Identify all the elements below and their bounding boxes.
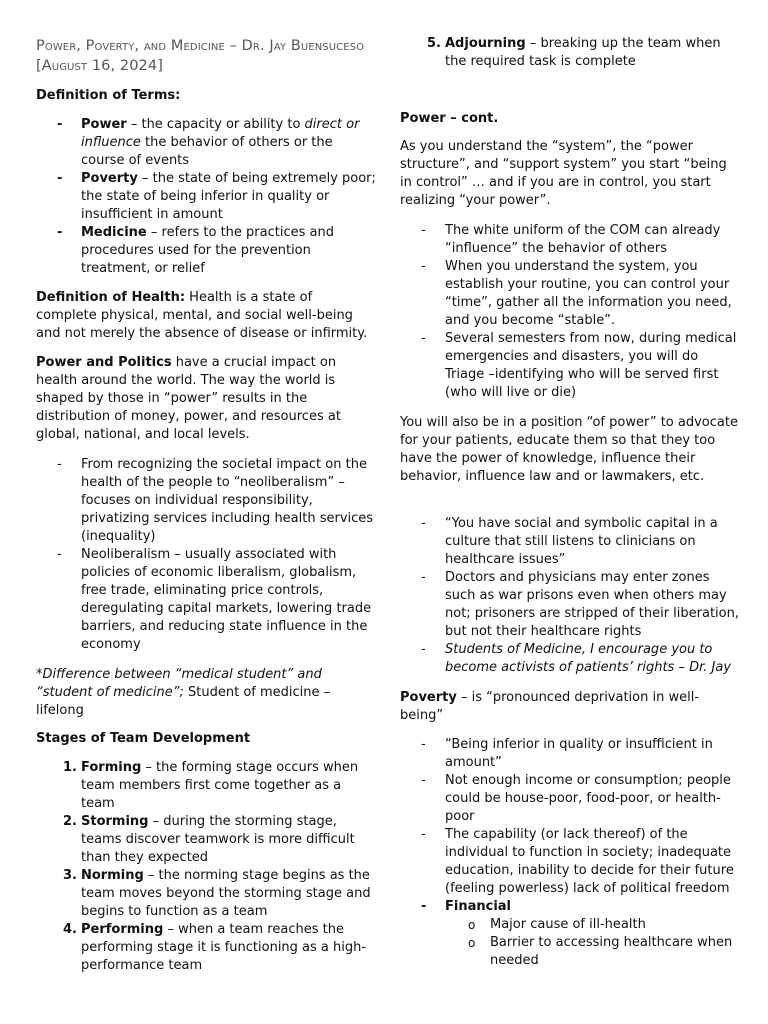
list-item <box>36 170 376 224</box>
bullet: - <box>57 225 63 240</box>
list-item <box>400 826 740 898</box>
bullet-text: Neoliberalism – usually associated with policies of economic liberalism, globalism, free trade, eliminating price controls, deregulating capital markets, lowering trade barriers, and reducing state influence in the economy <box>81 547 372 652</box>
list-item <box>36 116 376 170</box>
definition-of-terms-heading: Definition of Terms: <box>36 88 181 103</box>
bullet: - <box>421 570 426 585</box>
politics-label: Power and Politics <box>36 355 172 370</box>
power-and-politics <box>36 354 376 444</box>
bullet-text: “Being inferior in quality or insufficient in amount” <box>445 737 713 770</box>
term-emphasis: direct or influence <box>81 117 360 150</box>
politics-text: have a crucial impact on health around the world. The way the world is shaped by those in “power” results in the distribution of money, power, and resources at global, national, and local levels. <box>36 355 341 442</box>
list-item <box>400 258 740 330</box>
stage-term: Performing <box>81 922 164 937</box>
list-item <box>400 515 740 569</box>
stage-term: Storming <box>81 814 149 829</box>
bullet-text: When you understand the system, you establish your routine, you can control your “time”, gather all the information you need, and you become “stable”. <box>445 259 732 328</box>
stage-text: – when a team reaches the performing stage it is functioning as a high-performance team <box>81 922 367 973</box>
advocate-paragraph: You will also be in a position “of power” to advocate for your patients, educate them so that they too have the power of knowledge, influence their behavior, influence law and or lawmakers, etc. <box>400 415 738 484</box>
stages-list <box>36 759 376 975</box>
bullet-text: Several semesters from now, during medical emergencies and disasters, you will do Triage –identifying who will be served first (who will live or die) <box>445 331 737 400</box>
list-number: 4. <box>63 922 77 937</box>
power-cont-heading: Power – cont. <box>400 111 499 126</box>
bullet: - <box>421 516 426 531</box>
list-number: 1. <box>63 760 77 775</box>
term-poverty: Poverty <box>81 171 138 186</box>
poverty-label: Poverty <box>400 690 457 705</box>
stage-term: Adjourning <box>445 36 526 51</box>
list-item <box>36 224 376 278</box>
note-text: Student of medicine – lifelong <box>36 685 331 718</box>
list-item <box>400 222 740 258</box>
health-label: Definition of Health: <box>36 290 186 305</box>
bullet-text: The capability (or lack thereof) of the individual to function in society; inadequate education, inability to decide for their future (feeling powerless) lack of political freedom <box>445 827 734 896</box>
term-text: the behavior of others or the course of events <box>81 135 333 168</box>
power-cont-intro: As you understand the “system”, the “power structure”, and “support system” you start “being in control” … and if you are in control, you start realizing “your power”. <box>400 139 727 208</box>
circle-bullet-icon: o <box>468 936 476 950</box>
sub-bullet-text: Major cause of ill-health <box>490 917 646 932</box>
list-item <box>400 772 740 826</box>
financial-label: Financial <box>445 899 512 914</box>
list-number: 2. <box>63 814 77 829</box>
list-number: 3. <box>63 868 77 883</box>
student-of-medicine-note <box>36 666 376 720</box>
list-number: 5. <box>427 36 441 51</box>
sub-list-item <box>400 934 740 970</box>
bullet-text: From recognizing the societal impact on the health of the people to “neoliberalism” – focuses on individual responsibility, privatizing services including health services (inequality) <box>81 457 374 544</box>
list-item <box>36 813 376 867</box>
bullet: - <box>421 773 426 788</box>
list-item <box>36 546 376 654</box>
list-item <box>400 35 740 71</box>
list-item <box>400 641 740 677</box>
definition-of-health <box>36 289 376 343</box>
bullet: - <box>57 547 62 562</box>
bullet: - <box>421 642 426 657</box>
stage-text: – during the storming stage, teams discover teamwork is more difficult than they expected <box>81 814 355 865</box>
list-item <box>36 921 376 975</box>
list-item <box>400 898 740 916</box>
politics-bullets <box>36 456 376 654</box>
stage-text: – breaking up the team when the required task is complete <box>445 36 721 69</box>
term-text: – the capacity or ability to <box>126 117 305 132</box>
bullet: - <box>421 827 426 842</box>
list-item <box>400 736 740 772</box>
bullet: - <box>57 457 62 472</box>
list-item <box>400 569 740 641</box>
bullet: - <box>421 259 426 274</box>
bullet: - <box>421 899 427 914</box>
term-text: – the state of being extremely poor; the state of being inferior in quality or insufficient in amount <box>81 171 376 222</box>
page-title: Power, Poverty, and Medicine – Dr. Jay Buensuceso [August 16, 2024] <box>36 38 365 74</box>
stages-list-continued <box>400 35 740 71</box>
stage-text: – the forming stage occurs when team members first come together as a team <box>81 760 359 811</box>
circle-bullet-icon: o <box>468 918 476 932</box>
power-cont-bullets <box>400 222 740 402</box>
note-italic: *Difference between “medical student” and “student of medicine”; <box>36 667 322 700</box>
stage-term: Norming <box>81 868 144 883</box>
bullet-text: Not enough income or consumption; people could be house-poor, food-poor, or health-poor <box>445 773 731 824</box>
term-text: – refers to the practices and procedures used for the prevention treatment, or relief <box>81 225 334 276</box>
bullet-text: “You have social and symbolic capital in a culture that still listens to clinicians on healthcare issues” <box>445 516 718 567</box>
list-item <box>36 456 376 546</box>
quote-text: Students of Medicine, I encourage you to become activists of patients’ rights – Dr. Jay <box>445 642 732 675</box>
terms-list <box>36 116 376 278</box>
list-item <box>400 330 740 402</box>
poverty-bullets <box>400 736 740 970</box>
bullet-text: The white uniform of the COM can already “influence” the behavior of others <box>445 223 721 256</box>
poverty-definition <box>400 689 740 725</box>
bullet: - <box>421 331 426 346</box>
term-medicine: Medicine <box>81 225 147 240</box>
health-text: Health is a state of complete physical, mental, and social well-being and not merely the absence of disease or infirmity. <box>36 290 368 341</box>
sub-bullet-text: Barrier to accessing healthcare when needed <box>490 935 733 968</box>
stage-text: – the norming stage begins as the team moves beyond the storming stage and begins to function as a team <box>81 868 371 919</box>
term-power: Power <box>81 117 127 132</box>
bullet: - <box>421 223 426 238</box>
list-item <box>36 759 376 813</box>
bullet: - <box>421 737 426 752</box>
stage-term: Forming <box>81 760 142 775</box>
list-item <box>36 867 376 921</box>
sub-list-item <box>400 916 740 934</box>
stages-heading: Stages of Team Development <box>36 731 251 746</box>
capital-bullets <box>400 515 740 677</box>
poverty-text: – is “pronounced deprivation in well-being” <box>400 690 700 723</box>
bullet: - <box>57 117 63 132</box>
bullet: - <box>57 171 63 186</box>
bullet-text: Doctors and physicians may enter zones such as war prisons even when others may not; prisoners are stripped of their liberation, but not their healthcare rights <box>445 570 739 639</box>
